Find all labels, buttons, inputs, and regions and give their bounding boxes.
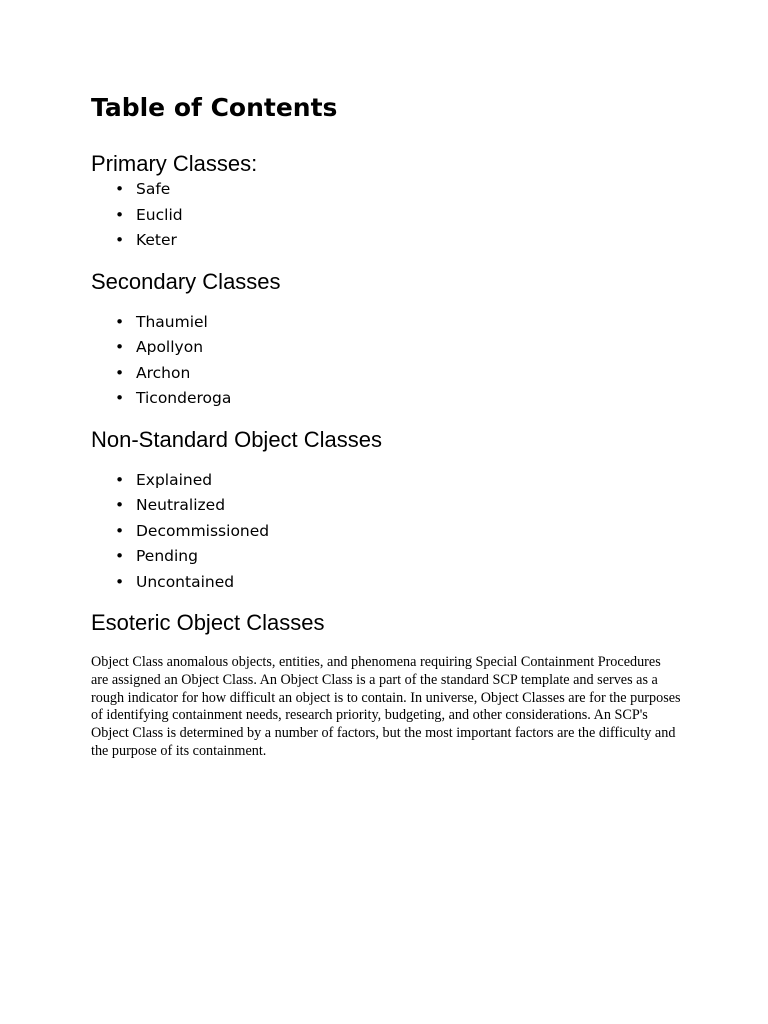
bullet-icon: •: [115, 470, 125, 489]
secondary-classes-list: [91, 310, 681, 412]
list-item-label: Safe: [136, 180, 171, 198]
list-item-label: Euclid: [136, 205, 183, 224]
list-item-label: Thaumiel: [136, 312, 208, 331]
list-item: [91, 519, 681, 545]
bullet-icon: •: [115, 496, 125, 514]
list-item-label: Keter: [136, 231, 177, 249]
list-item: [91, 544, 681, 570]
bullet-icon: •: [115, 312, 125, 331]
list-item-label: Neutralized: [136, 496, 226, 514]
list-item: [91, 468, 681, 494]
list-item: [91, 570, 681, 596]
list-item-label: Ticonderoga: [136, 389, 232, 407]
list-item-label: Apollyon: [136, 338, 204, 356]
section-heading-secondary: Secondary Classes: [91, 268, 281, 294]
bullet-icon: •: [115, 389, 125, 407]
list-item: [91, 386, 681, 412]
list-item-label: Explained: [136, 470, 213, 489]
list-item: [91, 228, 681, 254]
section-heading-primary: Primary Classes:: [91, 151, 258, 176]
document-title: Table of Contents: [91, 93, 338, 122]
list-item-label: Uncontained: [136, 572, 235, 591]
list-item: [91, 361, 681, 387]
section-heading-esoteric: Esoteric Object Classes: [91, 610, 325, 635]
bullet-icon: •: [115, 547, 125, 565]
list-item-label: Archon: [136, 363, 191, 382]
bullet-icon: •: [115, 521, 125, 540]
body-paragraph: Object Class anomalous objects, entities, and phenomena requiring Special Containment Procedures are assigned an Object Class. An Object Class is a part of the standard SCP template and serves as a rough indicator for how difficult an object is to contain. In universe, Object Classes are for the purposes of identifying containment needs, research priority, budgeting, and other considerations. An SCP's Object Class is determined by a number of factors, but the most important factors are the difficulty and the purpose of its containment.: [91, 654, 681, 759]
list-item: [91, 493, 681, 519]
list-item-label: Pending: [136, 547, 198, 565]
primary-classes-list: [91, 177, 681, 254]
document-content: [91, 88, 681, 761]
bullet-icon: •: [115, 180, 125, 198]
list-item: [91, 177, 681, 203]
list-item-label: Decommissioned: [136, 521, 270, 540]
bullet-icon: •: [115, 363, 125, 382]
bullet-icon: •: [115, 231, 125, 249]
list-item: [91, 335, 681, 361]
list-item: [91, 310, 681, 336]
bullet-icon: •: [115, 205, 125, 224]
non-standard-classes-list: [91, 468, 681, 596]
bullet-icon: •: [115, 338, 125, 356]
bullet-icon: •: [115, 572, 125, 591]
section-heading-non-standard: Non-Standard Object Classes: [91, 426, 383, 452]
list-item: [91, 203, 681, 229]
